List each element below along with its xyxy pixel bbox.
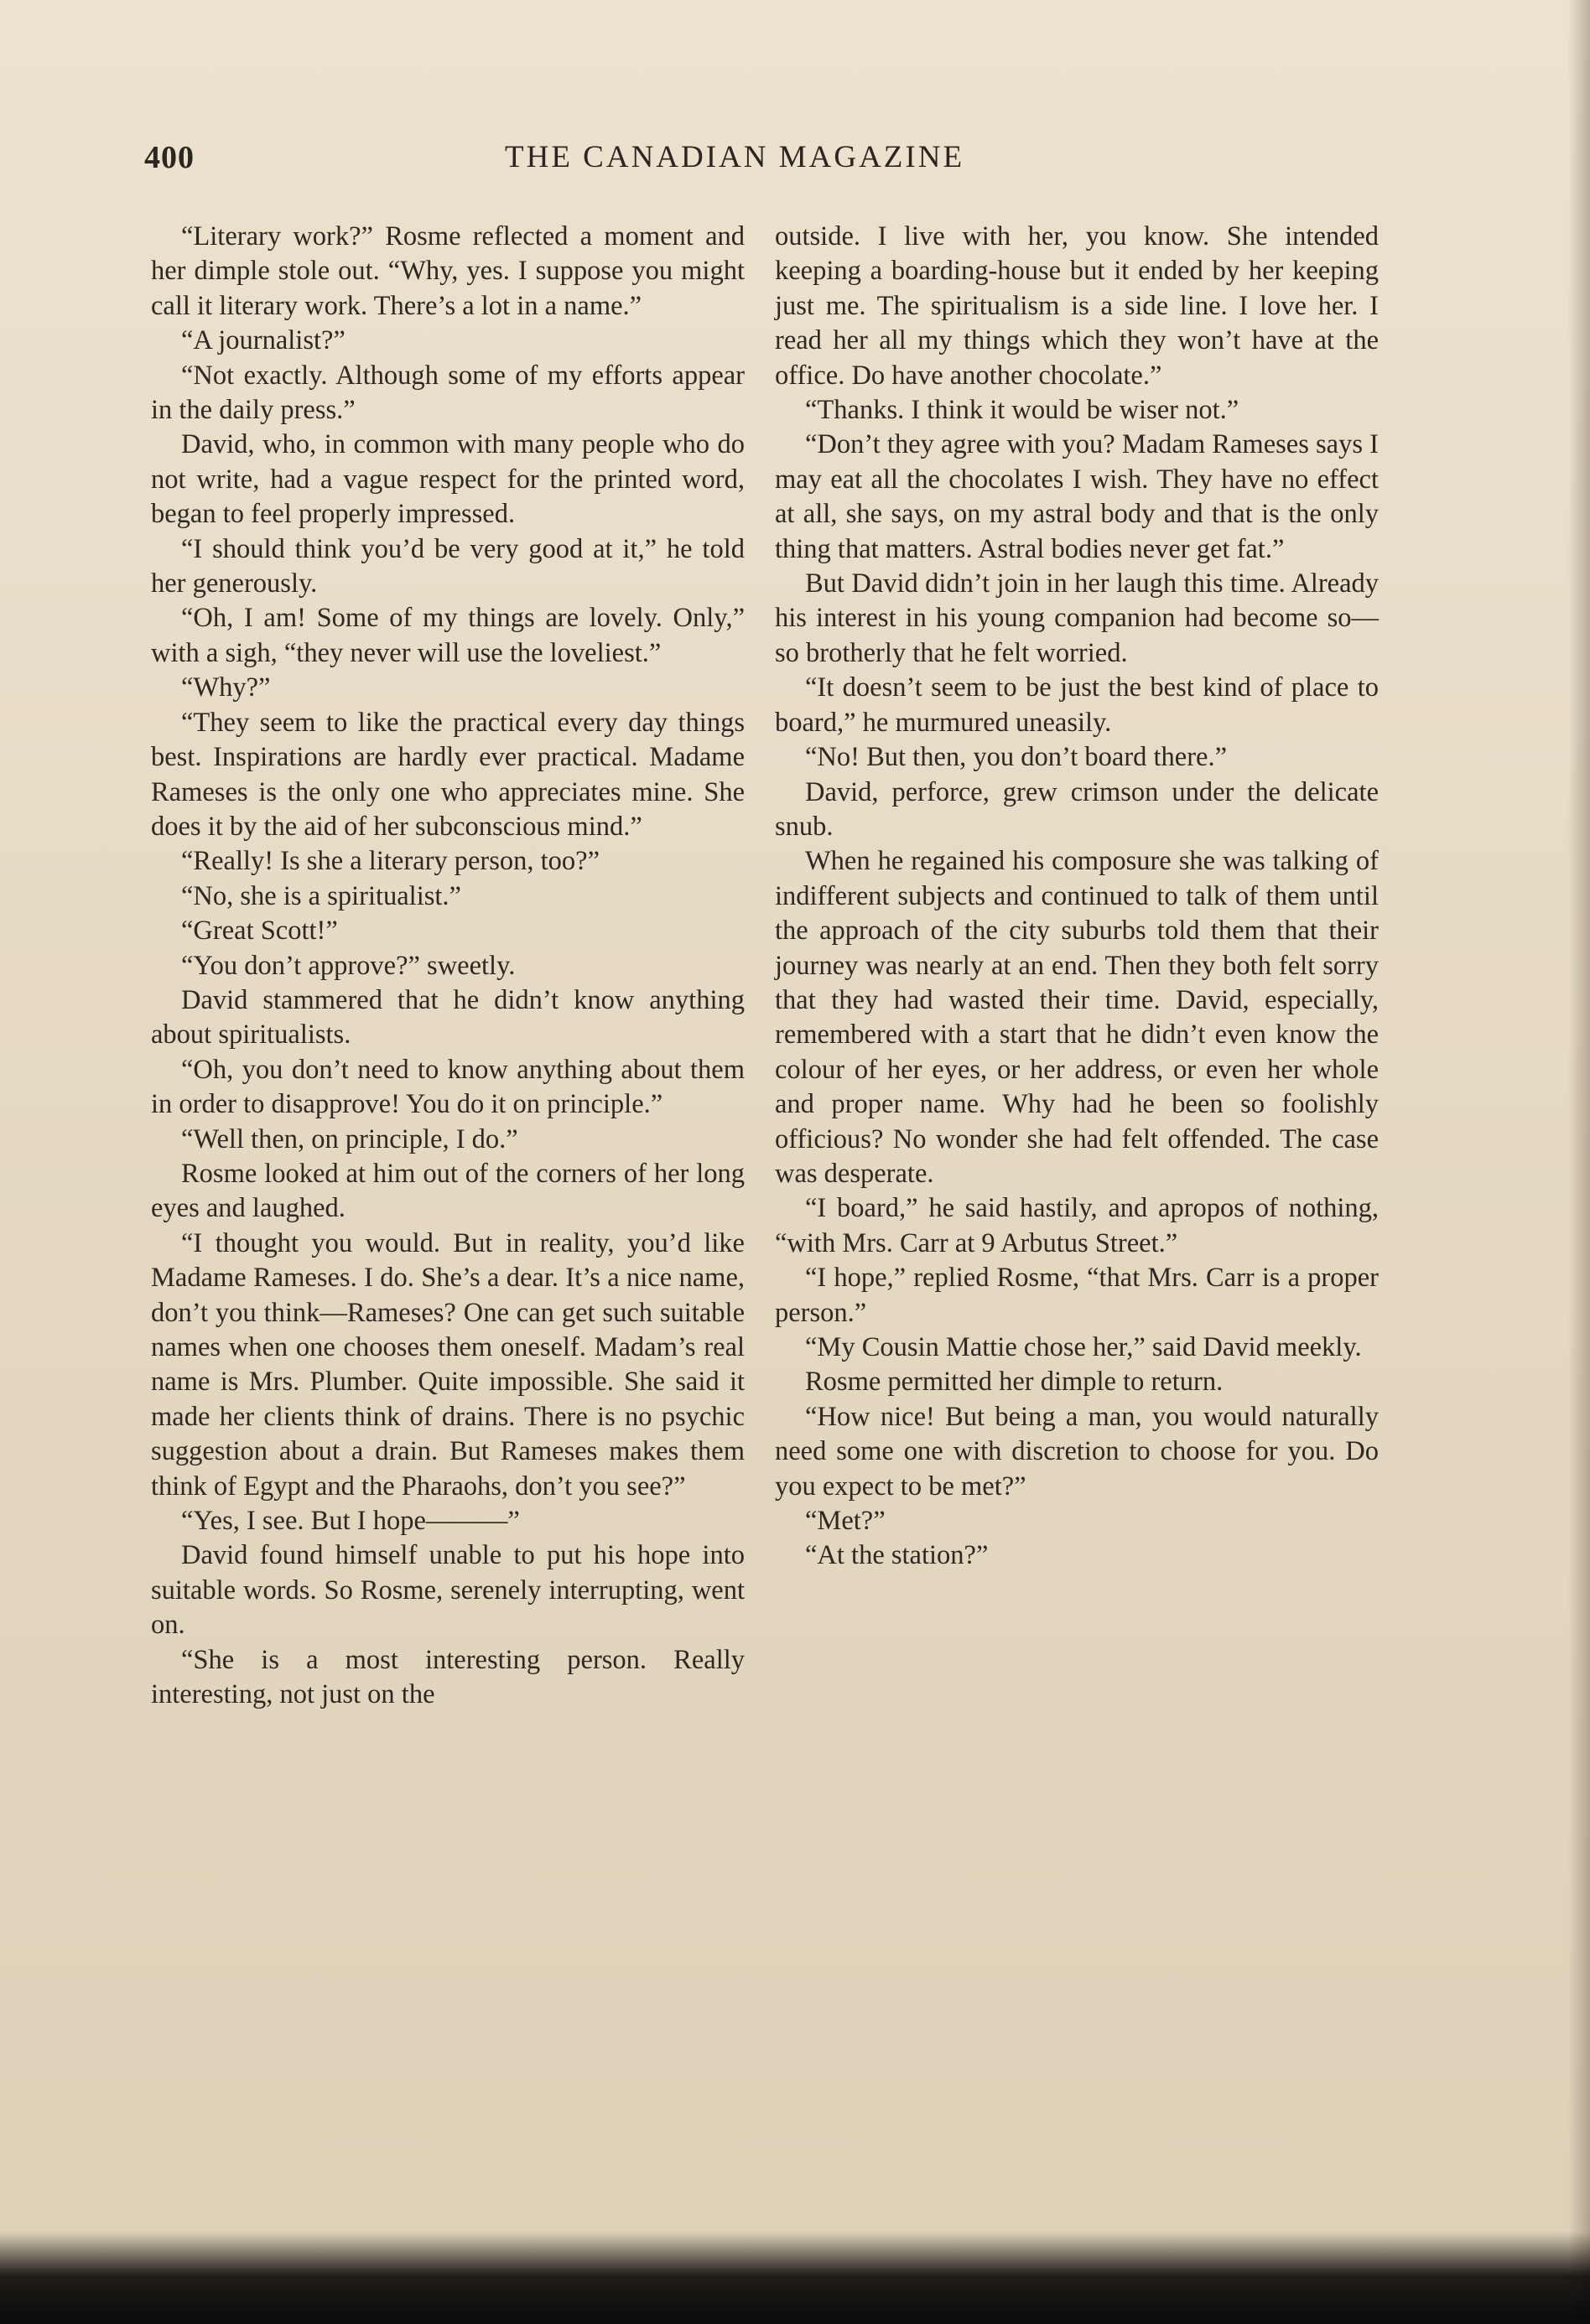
paragraph: “Don’t they agree with you? Madam Rameses says I may eat all the chocolates I wish. They have no effect at all, she says, on my astral body and that is the only thing that matters. Astral bodies never get fat.” xyxy=(775,429,1379,564)
left-column xyxy=(151,220,745,1712)
paragraph: “Well then, on principle, I do.” xyxy=(181,1123,518,1154)
paragraph: But David didn’t join in her laugh this time. Already his interest in his young companion had become so—so brotherly that he felt worried. xyxy=(775,568,1379,668)
paragraph: “Great Scott!” xyxy=(181,916,338,947)
paragraph: David, perforce, grew crimson under the delicate snub. xyxy=(775,776,1379,842)
paragraph: “Really! Is she a literary person, too?” xyxy=(181,846,600,877)
paragraph-continued: outside. I live with her, you know. She intended keeping a boarding-house but it ended by her keeping just me. The spiritualism is a side line. I love her. I read her all my things which they won’t have at the office. Do have another chocolate.” xyxy=(775,221,1379,391)
paragraph: “Yes, I see. But I hope———” xyxy=(181,1506,520,1537)
paragraph: When he regained his composure she was talking of indifferent subjects and continued to talk of them until the approach of the city suburbs told them that their journey was nearly at an end. Then they both felt sorry that they had wasted their time. David, especially, remembered with a start that he didn’t even know the colour of her eyes, or her address, or even her whole and proper name. Why had he been so foolishly officious? No wonder she had felt offended. The case was desperate. xyxy=(775,846,1379,1189)
paragraph: “It doesn’t seem to be just the best kind of place to board,” he murmured uneasily. xyxy=(775,672,1379,738)
paragraph: Rosme looked at him out of the corners of her long eyes and laughed. xyxy=(151,1158,745,1224)
paragraph: “I should think you’d be very good at it,” he told her generously. xyxy=(151,533,745,599)
paragraph: “Thanks. I think it would be wiser not.” xyxy=(805,395,1239,426)
right-column xyxy=(775,220,1379,1574)
paragraph: “At the station?” xyxy=(805,1540,989,1571)
page-edge-shadow xyxy=(1568,0,1590,2324)
paragraph: “No, she is a spiritualist.” xyxy=(181,880,461,911)
page-bottom-shadow xyxy=(0,2232,1590,2324)
page-number: 400 xyxy=(144,140,195,175)
paragraph: David, who, in common with many people who do not write, had a vague respect for the printed word, began to feel properly impressed. xyxy=(151,429,745,530)
page-header xyxy=(144,139,1385,183)
paragraph: “Not exactly. Although some of my efforts appear in the daily press.” xyxy=(151,360,745,426)
paragraph: “No! But then, you don’t board there.” xyxy=(805,742,1228,773)
paragraph: “How nice! But being a man, you would naturally need some one with discretion to choose for you. Do you expect to be met?” xyxy=(775,1401,1379,1502)
paragraph: “They seem to like the practical every day things best. Inspirations are hardly ever practical. Madame Rameses is the only one who appreciates mine. She does it by the aid of her subconscious mind.” xyxy=(151,707,745,842)
paragraph: “I thought you would. But in reality, you’d like Madame Rameses. I do. She’s a dear. It’s a nice name, don’t you think—Rameses? One can get such suitable names when one chooses them oneself. Madam’s real name is Mrs. Plumber. Quite impossible. She said it made her clients think of drains. There is no psychic suggestion about a drain. But Rameses makes them think of Egypt and the Pharaohs, don’t you see?” xyxy=(151,1227,745,1502)
paragraph: “She is a most interesting person. Really interesting, not just on the xyxy=(151,1644,745,1710)
paragraph: “Oh, I am! Some of my things are lovely. Only,” with a sigh, “they never will use the loveliest.” xyxy=(151,603,745,668)
paragraph: Rosme permitted her dimple to return. xyxy=(805,1367,1224,1398)
paragraph: “I board,” he said hastily, and apropos of nothing, “with Mrs. Carr at 9 Arbutus Street.” xyxy=(775,1193,1379,1258)
running-title: THE CANADIAN MAGAZINE xyxy=(505,140,965,174)
paragraph: “Literary work?” Rosme reflected a moment and her dimple stole out. “Why, yes. I suppose you might call it literary work. There’s a lot in a name.” xyxy=(151,221,745,321)
paragraph: “Why?” xyxy=(181,672,271,703)
paragraph: “I hope,” replied Rosme, “that Mrs. Carr is a proper person.” xyxy=(775,1263,1379,1328)
paragraph: David found himself unable to put his hope into suitable words. So Rosme, serenely interrupting, went on. xyxy=(151,1540,745,1641)
paragraph: “You don’t approve?” sweetly. xyxy=(181,950,516,981)
paragraph: “Oh, you don’t need to know anything about them in order to disapprove! You do it on principle.” xyxy=(151,1054,745,1120)
paragraph: David stammered that he didn’t know anything about spiritualists. xyxy=(151,984,745,1050)
paragraph: “My Cousin Mattie chose her,” said David meekly. xyxy=(805,1332,1362,1362)
paragraph: “A journalist?” xyxy=(181,325,346,356)
paragraph: “Met?” xyxy=(805,1506,886,1537)
